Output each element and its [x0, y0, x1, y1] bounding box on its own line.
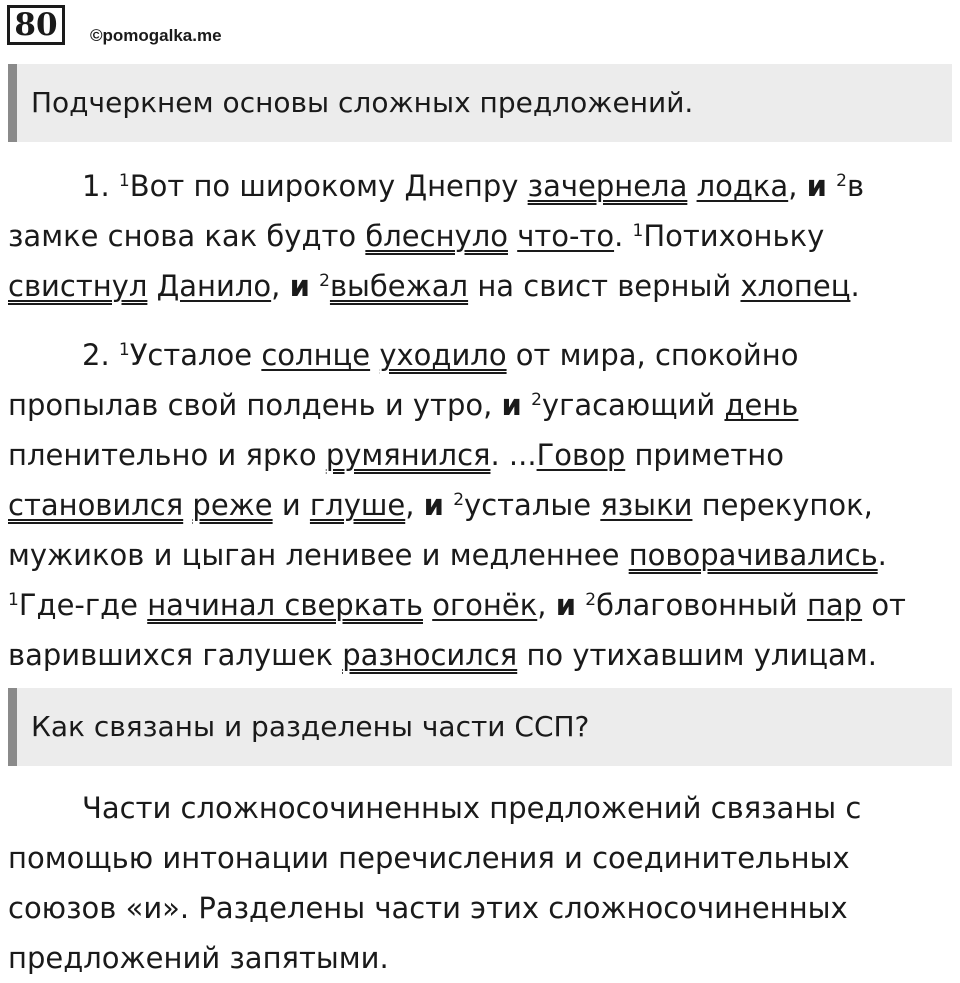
text-line: предложений запятыми.: [8, 941, 389, 975]
plain-text: угасающий: [541, 388, 716, 422]
subject: день: [724, 388, 799, 422]
text-line: [8, 630, 952, 680]
clause-index: 2: [319, 270, 330, 291]
plain-text: варившихся галушек: [8, 638, 333, 672]
predicate: выбежал: [329, 269, 469, 303]
subject: языки: [600, 488, 693, 522]
item-number: 2.: [82, 338, 110, 372]
plain-text: усталые: [464, 488, 592, 522]
subject: лодка: [696, 169, 789, 203]
text-line: Части сложносочиненных предложений связаны с: [82, 791, 862, 825]
plain-text: . ...: [490, 438, 537, 472]
plain-text: от мира, спокойно: [515, 338, 799, 372]
conjunction: и: [501, 388, 522, 422]
text-line: помощью интонации перечисления и соединительных: [8, 841, 850, 875]
predicate: глуше: [309, 488, 406, 522]
conjunction: и: [555, 588, 577, 622]
sentence-block-1: [8, 161, 952, 311]
clause-index: 1: [8, 589, 19, 610]
predicate: становился: [8, 488, 184, 522]
comma: ,: [405, 488, 415, 522]
comma: ,: [537, 588, 547, 622]
conjunction: и: [423, 488, 444, 522]
conjunction: и: [806, 169, 827, 203]
predicate: блеснуло: [365, 219, 508, 253]
comma: ,: [788, 169, 798, 203]
text-line: [8, 261, 952, 311]
plain-text: пропылав свой полдень и утро,: [8, 388, 493, 422]
section-heading-1: [8, 64, 952, 142]
predicate: зачернела: [527, 169, 688, 203]
plain-text: на свист верный: [477, 269, 732, 303]
plain-text: в: [847, 169, 865, 203]
brand-watermark: ©pomogalka.me: [90, 26, 222, 45]
predicate: начинал сверкать: [147, 588, 423, 622]
subject: огонёк: [432, 588, 538, 622]
clause-index: 1: [118, 339, 130, 360]
plain-text: пленительно и ярко: [8, 438, 317, 472]
plain-text: .: [850, 269, 860, 303]
plain-text: Вот по широкому Днепру: [129, 169, 519, 203]
plain-text: благовонный: [596, 588, 798, 622]
clause-index: 1: [118, 170, 130, 191]
plain-text: Усталое: [129, 338, 253, 372]
plain-text: замке снова как будто: [8, 219, 357, 253]
text-line: союзов «и». Разделены части этих сложносочиненных: [8, 891, 848, 925]
subject: солнце: [261, 338, 371, 372]
item-number: 1.: [82, 169, 110, 203]
predicate: свистнул: [8, 269, 148, 303]
plain-text: .: [877, 538, 887, 572]
task-number: 80: [7, 5, 65, 45]
plain-text: и: [281, 488, 301, 522]
plain-text: от: [871, 588, 906, 622]
plain-text: по утихавшим улицам.: [526, 638, 877, 672]
plain-text: .: [614, 219, 624, 253]
plain-text: мужиков и цыган ленивее и медленнее: [8, 538, 620, 572]
heading-text: Как связаны и разделены части ССП?: [31, 710, 590, 743]
clause-index: 2: [836, 170, 847, 191]
predicate: уходило: [379, 338, 507, 372]
plain-text: приметно: [634, 438, 784, 472]
answer-paragraph: [8, 783, 952, 983]
text-line: [8, 380, 952, 430]
subject: пар: [806, 588, 863, 622]
conjunction: и: [289, 269, 310, 303]
clause-index: 2: [453, 489, 465, 510]
predicate: разносился: [342, 638, 518, 672]
comma: ,: [271, 269, 281, 303]
predicate: поворачивались: [628, 538, 878, 572]
text-line: [8, 480, 952, 530]
text-line: [8, 161, 952, 211]
text-line: [8, 211, 952, 261]
clause-index: 2: [531, 389, 542, 410]
text-line: [8, 580, 952, 630]
subject: что-то: [517, 219, 615, 253]
clause-index: 2: [585, 589, 597, 610]
predicate: румянился: [325, 438, 491, 472]
text-line: [8, 330, 952, 380]
plain-text: Потихоньку: [643, 219, 825, 253]
plain-text: перекупок,: [701, 488, 873, 522]
plain-text: Где-где: [18, 588, 138, 622]
predicate: реже: [192, 488, 273, 522]
text-line: [8, 430, 952, 480]
clause-index: 1: [632, 220, 644, 241]
subject: Говор: [536, 438, 626, 472]
sentence-block-2: [8, 330, 952, 680]
text-line: [8, 530, 952, 580]
heading-text: Подчеркнем основы сложных предложений.: [31, 86, 694, 119]
section-heading-2: [8, 688, 952, 766]
subject: хлопец: [740, 269, 851, 303]
subject: Данило: [156, 269, 272, 303]
